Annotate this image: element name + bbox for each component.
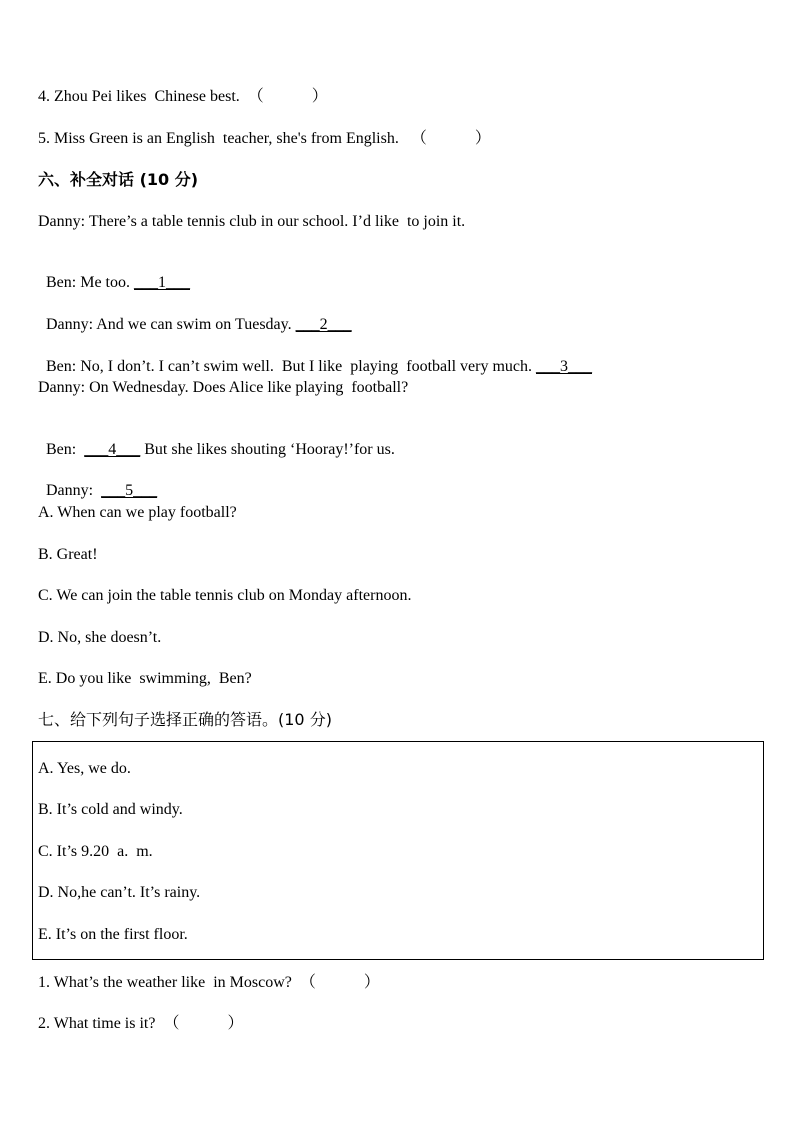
section-6-title: 六、补全对话 (10 分) [38, 170, 199, 189]
blank-5: ___5___ [101, 482, 158, 499]
question-1: 1. What’s the weather like in Moscow? （ ） [38, 974, 380, 991]
answer-b: B. It’s cold and windy. [38, 801, 183, 818]
dialogue-text: Ben: Me too. [46, 274, 134, 291]
blank-1: ___1___ [134, 274, 190, 291]
question-5: 5. Miss Green is an English teacher, she's from English. （ ） [38, 130, 491, 147]
dialogue-line-5: Danny: On Wednesday. Does Alice like playing football? [38, 379, 409, 396]
dialogue-text: But she likes shouting ‘Hooray!’for us. [140, 441, 395, 458]
option-a: A. When can we play football? [38, 504, 237, 521]
blank-4: ___4___ [84, 441, 141, 458]
dialogue-line-3 [38, 295, 352, 335]
question-4: 4. Zhou Pei likes Chinese best. （ ） [38, 88, 328, 105]
answer-e: E. It’s on the first floor. [38, 926, 188, 943]
question-2: 2. What time is it? （ ） [38, 1015, 244, 1032]
dialogue-line-6 [38, 420, 395, 460]
option-d: D. No, she doesn’t. [38, 629, 162, 646]
blank-2: ___2___ [295, 316, 352, 333]
answer-a: A. Yes, we do. [38, 760, 131, 777]
dialogue-text: Danny: And we can swim on Tuesday. [46, 316, 296, 333]
dialogue-text: Ben: No, I don’t. I can’t swim well. But I like playing football very much. [46, 358, 536, 375]
dialogue-line-2 [38, 253, 190, 293]
answer-c: C. It’s 9.20 a. m. [38, 843, 153, 860]
blank-3: ___3___ [536, 358, 592, 375]
section-7-title: 七、给下列句子选择正确的答语。(10 分) [38, 710, 332, 729]
option-c: C. We can join the table tennis club on Monday afternoon. [38, 587, 412, 604]
dialogue-line-7 [38, 461, 157, 501]
dialogue-line-4 [38, 337, 592, 377]
dialogue-text: Ben: [46, 441, 85, 458]
option-b: B. Great! [38, 546, 98, 563]
answer-d: D. No,he can’t. It’s rainy. [38, 884, 201, 901]
option-e: E. Do you like swimming, Ben? [38, 670, 252, 687]
dialogue-line-1: Danny: There’s a table tennis club in our school. I’d like to join it. [38, 213, 466, 230]
dialogue-text: Danny: [46, 482, 102, 499]
